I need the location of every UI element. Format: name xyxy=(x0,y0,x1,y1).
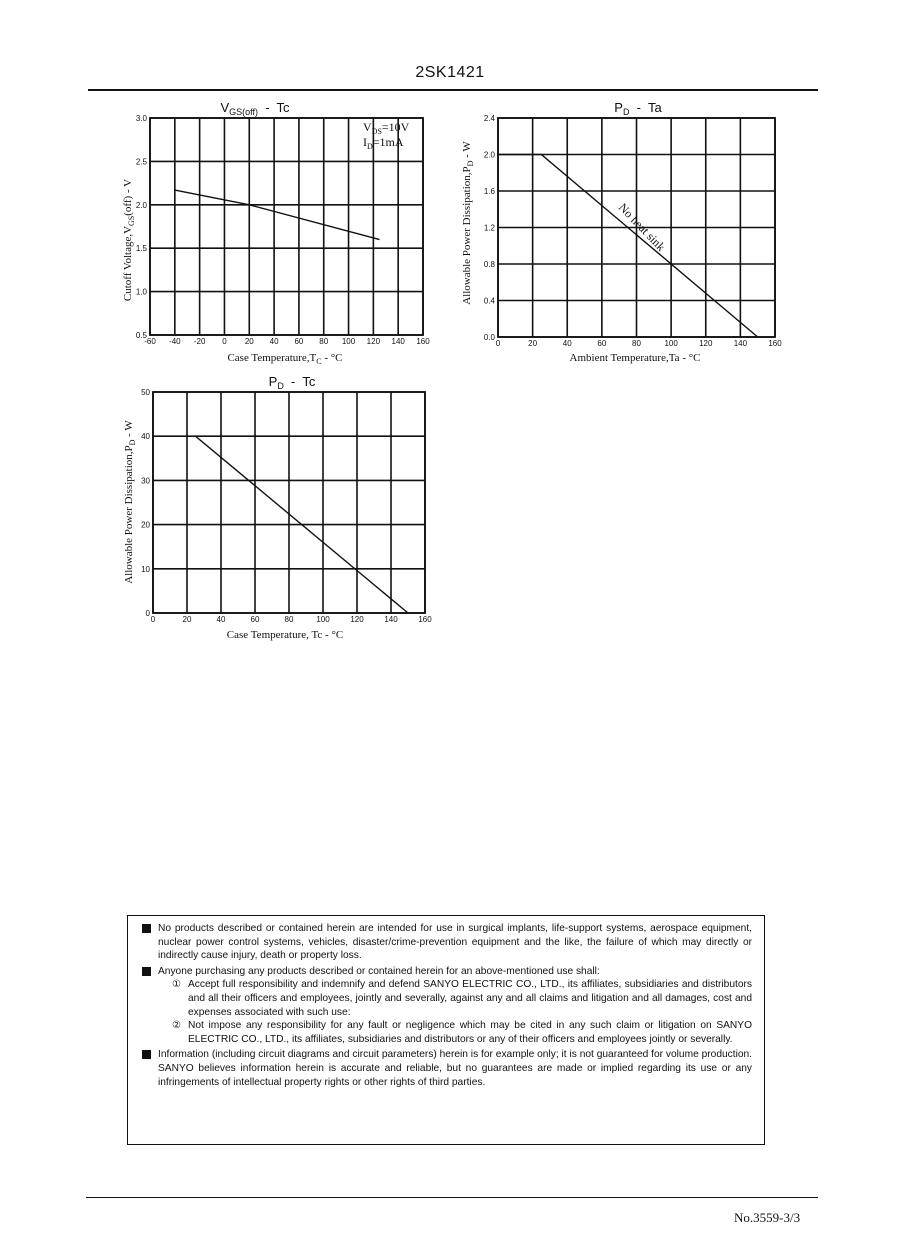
document-part-number: 2SK1421 xyxy=(415,64,485,81)
y-tick-label: 1.5 xyxy=(135,244,147,254)
x-axis-label: Case $Temperature,T_C - ^\circ C$ xyxy=(227,352,343,366)
x-tick-label: 40 xyxy=(216,615,226,624)
y-axis-label: Allowable Power $Dissipation,P_D$ - W xyxy=(461,141,475,305)
x-tick-label: -40 xyxy=(169,337,181,346)
y-tick-label: 40 xyxy=(141,432,150,442)
y-axis-label: Cutoff $Voltage,V_{GS}(off)$ - V xyxy=(122,178,136,302)
y-tick-label: 1.0 xyxy=(135,287,147,297)
series-line xyxy=(498,155,758,338)
x-tick-label: 20 xyxy=(528,339,538,348)
y-tick-label: 20 xyxy=(141,520,150,530)
annotation-id: $I_D=1mA$ xyxy=(363,135,404,151)
x-tick-label: 60 xyxy=(250,615,260,624)
x-tick-label: 100 xyxy=(664,339,678,348)
y-tick-label: 2.4 xyxy=(483,114,495,123)
y-tick-label: 0.4 xyxy=(483,296,495,306)
y-tick-label: 50 xyxy=(141,388,150,397)
x-tick-label: 0 xyxy=(222,337,227,346)
chart-vgsoff-vs-tc xyxy=(95,95,445,370)
chart-title: $P_D$ - Ta xyxy=(614,100,662,117)
y-tick-label: 2.0 xyxy=(483,150,495,160)
chart-title: $V_{GS(off)}$ - Tc xyxy=(220,100,290,117)
x-tick-label: 40 xyxy=(269,337,279,346)
notice-paragraph: Information (including circuit diagrams and circuit parameters) herein is for example only; it is not guaranteed for volume production. SANYO believes information herein is accurate and reliable, but no guarantees are made or implied regarding its use or any infringements of intellectual property rights or other rights of third parties. xyxy=(142,1048,752,1089)
x-tick-label: 80 xyxy=(319,337,329,346)
x-axis-label: Ambient Temperature,Ta - °C xyxy=(569,352,701,364)
x-tick-label: 20 xyxy=(244,337,254,346)
x-tick-label: 160 xyxy=(416,337,430,346)
y-tick-label: 0 xyxy=(145,609,150,618)
annotation-no-heat-sink: No heat sink xyxy=(615,200,669,254)
x-tick-label: 0 xyxy=(150,615,156,624)
y-axis-label: Allowable Power $Dissipation,P_D$ - W xyxy=(123,420,137,584)
header-rule xyxy=(88,89,818,91)
notice-paragraph: No products described or contained herein are intended for use in surgical implants, life-support systems, aerospace equipment, nuclear power control systems, vehicles, disaster/crime-prevention equipment and the like, the failure of which may directly or indirectly cause injury, death or property loss. xyxy=(142,922,752,963)
x-tick-label: 40 xyxy=(562,339,572,348)
y-tick-label: 0.5 xyxy=(135,331,147,340)
footer-rule xyxy=(86,1197,818,1198)
notice-subitem: ① Accept full responsibility and indemnify and defend SANYO ELECTRIC CO., LTD., its affiliates, subsidiaries and distributors and all their officers and employees, jointly and severally, against any and all claims and litigation and all damages, cost and expenses associated with such use: xyxy=(172,979,752,1018)
x-tick-label: 20 xyxy=(182,615,192,624)
x-tick-label: 160 xyxy=(768,339,782,348)
y-tick-label: 2.5 xyxy=(135,157,147,167)
bullet-square-icon xyxy=(142,924,151,933)
x-tick-label: 160 xyxy=(418,615,432,624)
y-tick-label: 0.8 xyxy=(483,260,495,269)
y-tick-label: 0.0 xyxy=(483,333,495,342)
y-tick-label: 3.0 xyxy=(135,114,147,123)
y-tick-label: 2.0 xyxy=(135,200,147,210)
y-tick-label: 1.6 xyxy=(483,187,495,196)
plot-frame xyxy=(150,118,423,335)
notice-subitem: ② Not impose any responsibility for any fault or negligence which may be cited in any such claim or litigation on SANYO ELECTRIC CO., LTD., its affiliates, subsidiaries and distributors or any of their officers and employees jointly or severally. xyxy=(172,1020,752,1045)
x-tick-label: 80 xyxy=(632,339,641,348)
x-tick-label: 120 xyxy=(350,615,364,624)
bullet-square-icon xyxy=(142,967,151,976)
y-tick-label: 10 xyxy=(141,564,150,574)
x-tick-label: 140 xyxy=(391,337,405,346)
page-number: No.3559-3/3 xyxy=(734,1210,801,1225)
x-tick-label: 120 xyxy=(366,337,381,346)
x-tick-label: -60 xyxy=(144,337,156,346)
x-tick-label: 140 xyxy=(733,339,748,348)
x-tick-label: 60 xyxy=(294,337,304,346)
x-tick-label: 0 xyxy=(495,339,501,348)
chart-pd-vs-tc xyxy=(95,370,445,645)
bullet-square-icon xyxy=(142,1050,151,1059)
y-tick-label: 1.2 xyxy=(483,223,495,233)
x-tick-label: 140 xyxy=(384,615,398,624)
x-tick-label: 60 xyxy=(597,339,607,348)
x-tick-label: -20 xyxy=(193,337,206,346)
x-tick-label: 100 xyxy=(341,337,356,346)
x-tick-label: 120 xyxy=(699,339,713,348)
annotation-vds: $V_{DS}=10V$ xyxy=(363,120,410,136)
chart-pd-vs-ta xyxy=(455,95,795,370)
chart-title: $P_D$ - Tc xyxy=(268,374,316,391)
y-tick-label: 30 xyxy=(141,476,150,486)
notice-paragraph: Anyone purchasing any products described or contained herein for an above-mentioned use shall: xyxy=(142,965,752,979)
x-tick-label: 80 xyxy=(284,615,294,624)
x-axis-label: Case Temperature, Tc - °C xyxy=(226,629,344,641)
legal-notice-box xyxy=(127,915,765,1145)
x-tick-label: 100 xyxy=(316,615,330,624)
